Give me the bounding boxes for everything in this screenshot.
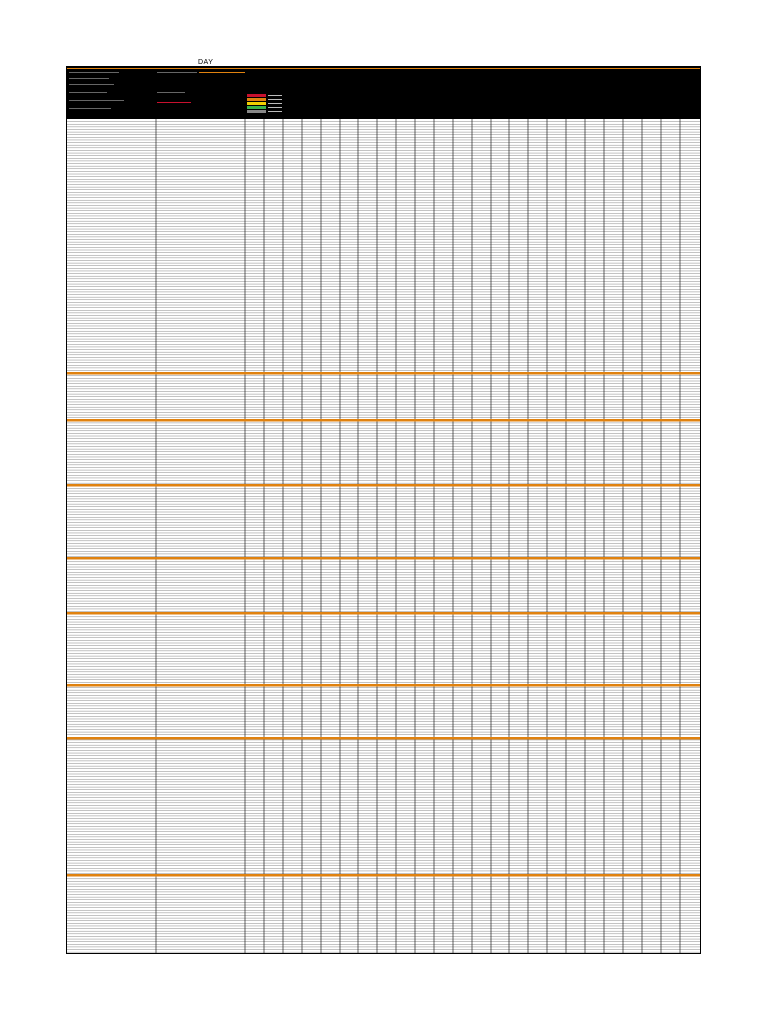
legend-swatch: [247, 94, 266, 97]
grid-lines: [67, 119, 700, 954]
legend-text-placeholder: [268, 99, 282, 100]
header-text-placeholder: [69, 108, 111, 109]
page-title: DAY: [198, 59, 214, 66]
header-accent-placeholder: [199, 72, 245, 73]
header-text-placeholder: [69, 84, 114, 85]
section-divider-row: [67, 419, 700, 422]
section-divider-row: [67, 737, 700, 740]
legend-text-placeholder: [268, 95, 282, 96]
section-divider-row: [67, 612, 700, 615]
header-text-placeholder: [69, 72, 119, 73]
spreadsheet: [66, 66, 701, 954]
header-accent-line: [67, 68, 700, 69]
legend-swatch: [247, 106, 266, 109]
legend-swatch: [247, 102, 266, 105]
section-divider-row: [67, 874, 700, 877]
legend-text-placeholder: [268, 103, 282, 104]
section-divider-row: [67, 484, 700, 487]
section-divider-row: [67, 557, 700, 560]
legend-text-placeholder: [268, 111, 282, 112]
section-divider-row: [67, 684, 700, 687]
header-text-placeholder: [157, 72, 197, 73]
section-divider-row: [67, 372, 700, 375]
sheet-header-band: [67, 67, 700, 119]
legend-swatch: [247, 110, 266, 113]
header-text-placeholder: [69, 78, 109, 79]
header-text-placeholder: [69, 92, 107, 93]
data-grid: [67, 119, 700, 954]
header-text-placeholder: [69, 100, 124, 101]
legend-text-placeholder: [268, 107, 282, 108]
header-text-placeholder: [157, 102, 191, 103]
header-text-placeholder: [157, 92, 185, 93]
legend-swatch: [247, 98, 266, 101]
